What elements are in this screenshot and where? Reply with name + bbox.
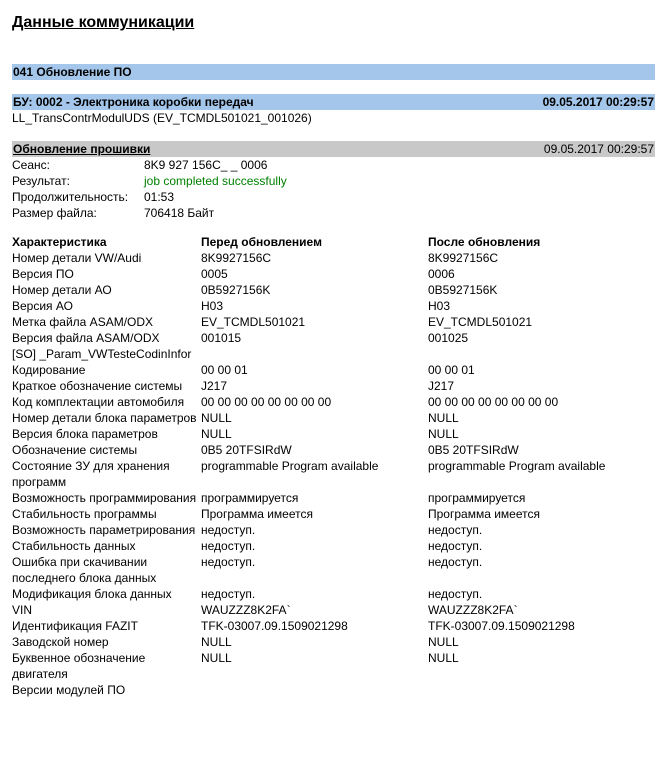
cell-before: 0005 bbox=[201, 267, 228, 281]
cell-after: 00 00 01 bbox=[428, 363, 475, 377]
cell-after: NULL bbox=[428, 427, 459, 441]
cell-before: NULL bbox=[201, 411, 232, 425]
cell-characteristic: Номер детали VW/Audi bbox=[12, 251, 142, 265]
comparison-table bbox=[12, 234, 655, 698]
cell-before: программируется bbox=[201, 491, 299, 505]
cell-before: J217 bbox=[201, 379, 228, 393]
cell-characteristic: Модификация блока данных bbox=[12, 587, 172, 601]
table-row bbox=[12, 586, 655, 602]
cell-before: NULL bbox=[201, 427, 232, 441]
cell-characteristic: Версии модулей ПО bbox=[12, 683, 126, 697]
result-status: job completed successfully bbox=[144, 174, 287, 188]
table-row bbox=[12, 538, 655, 554]
table-row bbox=[12, 602, 655, 618]
cell-characteristic: Заводской номер bbox=[12, 635, 109, 649]
table-row bbox=[12, 346, 655, 362]
table-row bbox=[12, 458, 655, 490]
cell-after: NULL bbox=[428, 635, 459, 649]
header-before: Перед обновлением bbox=[201, 235, 322, 249]
cell-characteristic: Номер детали блока параметров bbox=[12, 411, 197, 425]
cell-before: NULL bbox=[201, 651, 232, 665]
info-key: Сеанс: bbox=[12, 158, 50, 172]
cell-before: 00 00 00 00 00 00 00 00 bbox=[201, 395, 332, 409]
table-header bbox=[12, 234, 655, 250]
table-row bbox=[12, 634, 655, 650]
cell-before: 8K9927156C bbox=[201, 251, 272, 265]
cell-characteristic: Метка файла ASAM/ODX bbox=[12, 315, 154, 329]
info-key: Продолжительность: bbox=[12, 190, 129, 204]
cell-after: 0B5927156K bbox=[428, 283, 498, 297]
cell-after: недоступ. bbox=[428, 555, 483, 569]
cell-characteristic: Состояние ЗУ для хранения программ bbox=[12, 459, 170, 489]
page-title: Данные коммуникации bbox=[12, 14, 195, 31]
table-row bbox=[12, 682, 655, 698]
cell-after: NULL bbox=[428, 651, 459, 665]
cell-characteristic: Возможность параметрирования bbox=[12, 523, 196, 537]
cell-characteristic: Краткое обозначение системы bbox=[12, 379, 183, 393]
table-body bbox=[12, 250, 655, 698]
cell-before: 0B5 20TFSIRdW bbox=[201, 443, 292, 457]
header-after: После обновления bbox=[428, 235, 541, 249]
cell-after: 0B5 20TFSIRdW bbox=[428, 443, 519, 457]
cell-characteristic: Версия файла ASAM/ODX bbox=[12, 331, 160, 345]
table-row bbox=[12, 314, 655, 330]
cell-characteristic: Версия АО bbox=[12, 299, 73, 313]
cell-after: programmable Program available bbox=[428, 459, 606, 473]
cell-characteristic: Возможность программирования bbox=[12, 491, 197, 505]
cell-before: H03 bbox=[201, 299, 224, 313]
table-row bbox=[12, 426, 655, 442]
cell-characteristic: Стабильность программы bbox=[12, 507, 157, 521]
cell-characteristic: Обозначение системы bbox=[12, 443, 138, 457]
cell-before: WAUZZZ8K2FA` bbox=[201, 603, 291, 617]
cell-after: 00 00 00 00 00 00 00 00 bbox=[428, 395, 559, 409]
cell-before: programmable Program available bbox=[201, 459, 379, 473]
flash-header bbox=[12, 141, 655, 157]
table-row bbox=[12, 394, 655, 410]
cell-after: 001025 bbox=[428, 331, 469, 345]
table-row bbox=[12, 650, 655, 682]
cell-characteristic: Номер детали АО bbox=[12, 283, 112, 297]
flash-timestamp: 09.05.2017 00:29:57 bbox=[543, 142, 654, 156]
cell-after: 0006 bbox=[428, 267, 455, 281]
ecu-module-id: LL_TransContrModulUDS (EV_TCMDL501021_001026) bbox=[12, 111, 312, 125]
info-value: 8K9 927 156C_ _ 0006 bbox=[144, 158, 268, 172]
cell-characteristic: Версия блока параметров bbox=[12, 427, 158, 441]
table-row bbox=[12, 266, 655, 282]
table-row bbox=[12, 330, 655, 346]
cell-after: H03 bbox=[428, 299, 451, 313]
table-row bbox=[12, 442, 655, 458]
cell-before: EV_TCMDL501021 bbox=[201, 315, 306, 329]
cell-before: TFK-03007.09.1509021298 bbox=[201, 619, 348, 633]
flash-title: Обновление прошивки bbox=[13, 142, 151, 156]
info-value: 706418 Байт bbox=[144, 206, 215, 220]
cell-after: недоступ. bbox=[428, 523, 483, 537]
ecu-title: БУ: 0002 - Электроника коробки передач bbox=[13, 95, 254, 109]
cell-characteristic: Код комплектации автомобиля bbox=[12, 395, 185, 409]
section-title: 041 Обновление ПО bbox=[13, 65, 132, 79]
ecu-timestamp: 09.05.2017 00:29:57 bbox=[542, 95, 654, 109]
ecu-header bbox=[12, 94, 655, 110]
cell-after: EV_TCMDL501021 bbox=[428, 315, 533, 329]
cell-after: недоступ. bbox=[428, 539, 483, 553]
table-row bbox=[12, 490, 655, 506]
info-key: Размер файла: bbox=[12, 206, 97, 220]
cell-characteristic: [SO] _Param_VWTesteCodinInfor bbox=[12, 347, 192, 361]
cell-before: недоступ. bbox=[201, 587, 256, 601]
table-row bbox=[12, 282, 655, 298]
cell-before: Программа имеется bbox=[201, 507, 313, 521]
cell-before: 00 00 01 bbox=[201, 363, 248, 377]
cell-after: WAUZZZ8K2FA` bbox=[428, 603, 518, 617]
table-row bbox=[12, 522, 655, 538]
cell-before: NULL bbox=[201, 635, 232, 649]
cell-characteristic: Идентификация FAZIT bbox=[12, 619, 138, 633]
cell-characteristic: Стабильность данных bbox=[12, 539, 136, 553]
cell-after: недоступ. bbox=[428, 587, 483, 601]
cell-after: программируется bbox=[428, 491, 526, 505]
table-row bbox=[12, 618, 655, 634]
table-row bbox=[12, 250, 655, 266]
info-key: Результат: bbox=[12, 174, 70, 188]
table-row bbox=[12, 506, 655, 522]
cell-characteristic: Ошибка при скачивании последнего блока данных bbox=[12, 555, 157, 585]
cell-characteristic: Буквенное обозначение двигателя bbox=[12, 651, 146, 681]
header-characteristic: Характеристика bbox=[12, 235, 107, 249]
table-row bbox=[12, 378, 655, 394]
table-row bbox=[12, 362, 655, 378]
table-row bbox=[12, 554, 655, 586]
cell-before: 0B5927156K bbox=[201, 283, 271, 297]
cell-after: TFK-03007.09.1509021298 bbox=[428, 619, 575, 633]
cell-characteristic: Версия ПО bbox=[12, 267, 74, 281]
cell-after: NULL bbox=[428, 411, 459, 425]
cell-before: недоступ. bbox=[201, 523, 256, 537]
info-value: 01:53 bbox=[144, 190, 175, 204]
cell-before: недоступ. bbox=[201, 539, 256, 553]
table-row bbox=[12, 298, 655, 314]
cell-after: J217 bbox=[428, 379, 455, 393]
section-header bbox=[12, 64, 655, 80]
table-row bbox=[12, 410, 655, 426]
cell-characteristic: VIN bbox=[12, 603, 33, 617]
cell-after: Программа имеется bbox=[428, 507, 540, 521]
cell-before: недоступ. bbox=[201, 555, 256, 569]
cell-characteristic: Кодирование bbox=[12, 363, 86, 377]
cell-before: 001015 bbox=[201, 331, 242, 345]
cell-after: 8K9927156C bbox=[428, 251, 499, 265]
